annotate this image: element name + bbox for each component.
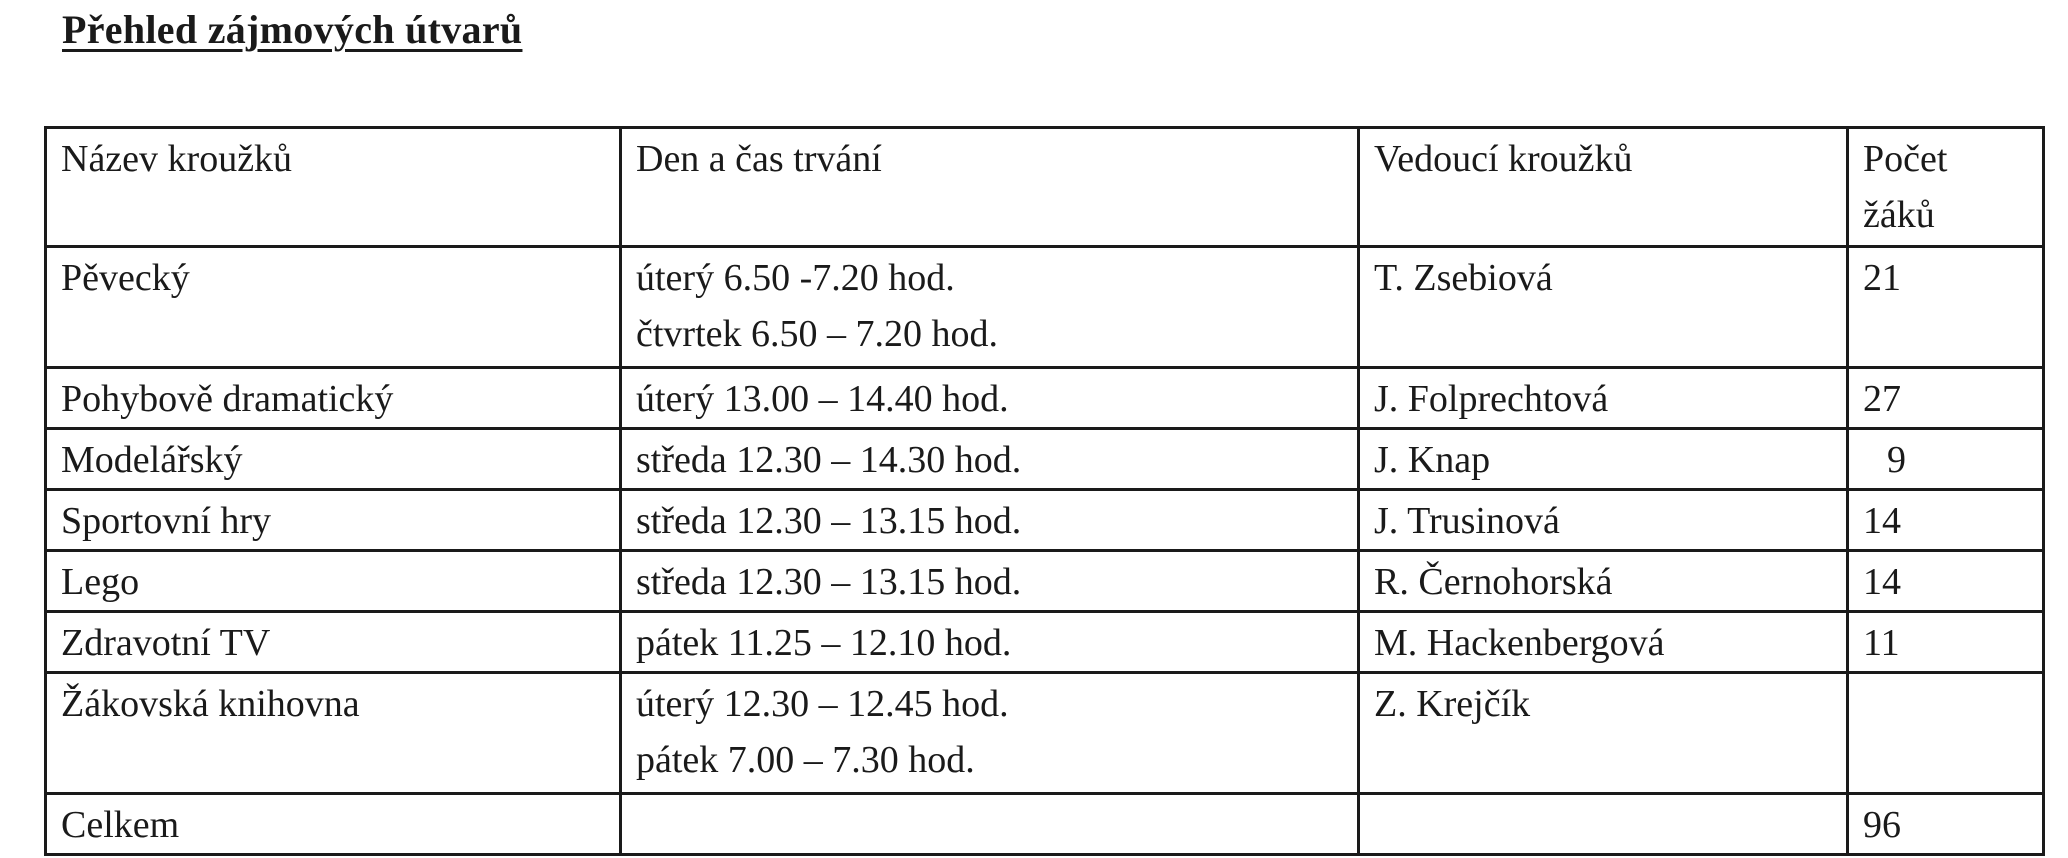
header-count-line-2: žáků xyxy=(1863,194,1935,236)
club-leader: M. Hackenbergová xyxy=(1359,612,1848,673)
table-row xyxy=(46,612,2044,673)
club-time: středa 12.30 – 13.15 hod. xyxy=(621,551,1359,612)
total-label: Celkem xyxy=(46,794,621,855)
table-row xyxy=(46,673,2044,794)
club-name: Modelářský xyxy=(46,429,621,490)
club-time: úterý 13.00 – 14.40 hod. xyxy=(621,368,1359,429)
club-count xyxy=(1848,673,2044,794)
club-time-line: úterý 12.30 – 12.45 hod. xyxy=(636,683,1009,725)
club-time: středa 12.30 – 13.15 hod. xyxy=(621,490,1359,551)
total-empty-cell xyxy=(621,794,1359,855)
table-total-row xyxy=(46,794,2044,855)
club-name: Pohybově dramatický xyxy=(46,368,621,429)
club-name: Zdravotní TV xyxy=(46,612,621,673)
club-time: středa 12.30 – 14.30 hod. xyxy=(621,429,1359,490)
club-time xyxy=(621,673,1359,794)
header-club-name: Název kroužků xyxy=(46,128,621,247)
club-name: Žákovská knihovna xyxy=(46,673,621,794)
club-time-line: úterý 6.50 -7.20 hod. xyxy=(636,257,955,299)
header-count-line-1: Počet xyxy=(1863,138,1948,180)
club-count: 11 xyxy=(1848,612,2044,673)
club-time xyxy=(621,247,1359,368)
club-leader: J. Knap xyxy=(1359,429,1848,490)
club-count: 21 xyxy=(1848,247,2044,368)
club-name: Lego xyxy=(46,551,621,612)
club-time: pátek 11.25 – 12.10 hod. xyxy=(621,612,1359,673)
header-leader: Vedoucí kroužků xyxy=(1359,128,1848,247)
document-title: Přehled zájmových útvarů xyxy=(62,7,523,52)
club-leader: J. Folprechtová xyxy=(1359,368,1848,429)
club-leader: Z. Krejčík xyxy=(1359,673,1848,794)
club-name: Pěvecký xyxy=(46,247,621,368)
header-day-time: Den a čas trvání xyxy=(621,128,1359,247)
club-name: Sportovní hry xyxy=(46,490,621,551)
total-count: 96 xyxy=(1848,794,2044,855)
club-count: 9 xyxy=(1848,429,2044,490)
table-row xyxy=(46,490,2044,551)
club-count: 27 xyxy=(1848,368,2044,429)
club-time-line: čtvrtek 6.50 – 7.20 hod. xyxy=(636,313,999,355)
table-row xyxy=(46,551,2044,612)
header-student-count xyxy=(1848,128,2044,247)
clubs-table xyxy=(44,126,2045,856)
total-empty-cell xyxy=(1359,794,1848,855)
table-row xyxy=(46,429,2044,490)
table-row xyxy=(46,247,2044,368)
club-count: 14 xyxy=(1848,551,2044,612)
club-count: 14 xyxy=(1848,490,2044,551)
club-leader: J. Trusinová xyxy=(1359,490,1848,551)
club-time-line: pátek 7.00 – 7.30 hod. xyxy=(636,739,975,781)
table-row xyxy=(46,368,2044,429)
club-leader: T. Zsebiová xyxy=(1359,247,1848,368)
table-header-row xyxy=(46,128,2044,247)
club-leader: R. Černohorská xyxy=(1359,551,1848,612)
